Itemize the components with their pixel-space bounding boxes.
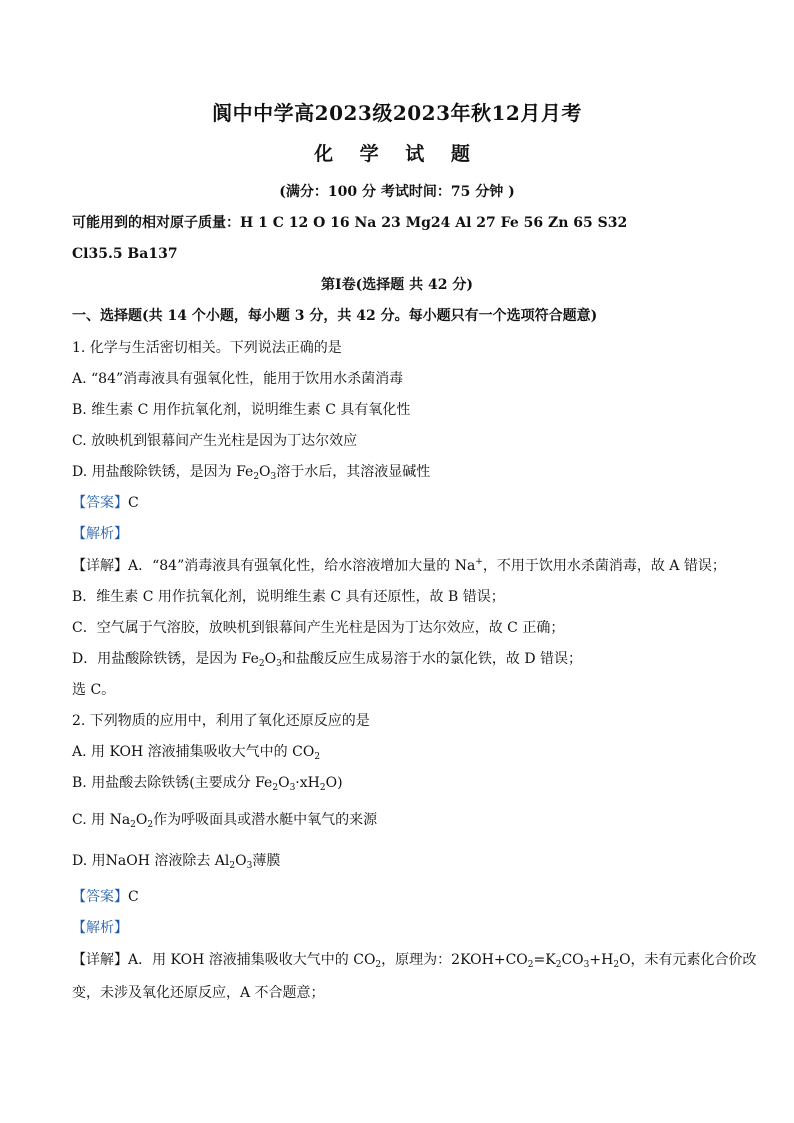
answer-tag: 【答案】 [72,495,128,511]
subscript: 3 [276,659,282,669]
q1-option-d-text: D. 用盐酸除铁锈，是因为 Fe [72,464,254,480]
option-text-tail: O) [325,775,343,791]
q1-explanation-c: C．空气属于气溶胶，放映机到银幕间产生光柱是因为丁达尔效应，故 C 正确； [72,620,565,636]
option-text: B. 用盐酸去除铁锈(主要成分 Fe [72,775,273,791]
q2-answer [72,887,139,907]
q2-analysis-tag: 【解析】 [72,920,128,936]
subscript: 2 [253,472,260,482]
formula-part: O [259,464,271,480]
formula-part: O [278,775,290,791]
option-text-tail: 作为呼吸面具或潜水艇中氧气的来源 [153,812,378,828]
answer-value: C [128,495,139,511]
formula-part: O [264,651,277,667]
exp-text: D．用盐酸除铁锈，是因为 Fe [72,651,259,667]
detail-tag: 【详解】 [72,558,128,574]
formula-part: O [135,812,148,828]
answer-tag: 【答案】 [72,889,128,905]
q2-explanation-a [72,950,757,970]
option-text: A. 用 KOH 溶液捕集吸收大气中的 CO [72,744,315,760]
subscript: 2 [613,960,620,970]
exam-title: 阆中中学高2023级2023年秋12月月考 [212,101,582,125]
answer-value: C [128,889,139,905]
section-heading: 第Ⅰ卷(选择题 共 42 分) [321,277,473,293]
q1-option-d [72,462,430,482]
exp-text-tail: 和盐酸反应生成易溶于水的氯化铁，故 D 错误； [281,651,582,667]
q1-explanation-a [72,556,726,576]
exp-text-tail: ，不用于饮用水杀菌消毒，故 A 错误； [482,558,726,574]
q1-answer [72,493,139,513]
q1-explanation-b: B．维生素 C 用作抗氧化剂，说明维生素 C 具有还原性，故 B 错误； [72,589,505,605]
superscript: + [475,557,483,567]
subscript: 2 [147,820,154,830]
subscript: 3 [246,861,253,871]
exp-text: =K [533,952,556,968]
q1-option-a: A. “84”消毒液具有强氧化性，能用于饮用水杀菌消毒 [72,371,404,387]
exp-text: +H [589,952,614,968]
detail-tag: 【详解】 [72,952,128,968]
exp-text: A．用 KOH 溶液捕集吸收大气中的 CO [128,952,376,968]
q1-conclusion: 选 C。 [72,682,116,698]
q2-option-a [72,742,320,762]
q1-option-d-tail: 溶于水后，其溶液显碱性 [276,464,431,480]
atomic-mass-line-2: Cl35.5 Ba137 [72,246,178,262]
option-text-tail: 薄膜 [252,853,281,869]
option-text: C. 用 Na [72,812,131,828]
q2-option-c [72,810,377,830]
exam-subject: 化 学 试 题 [314,143,480,165]
section-instructions: 一、选择题(共 14 个小题，每小题 3 分，共 42 分。每小题只有一个选项符合题意) [72,308,598,324]
subscript: 2 [555,960,562,970]
atomic-mass-line-1: 可能用到的相对原子质量：H 1 C 12 O 16 Na 23 Mg24 Al 27 Fe 56 Zn 65 S32 [72,215,628,231]
subscript: 2 [229,861,236,871]
subscript: 2 [375,960,382,970]
q2-option-d [72,851,280,871]
q2-explanation-a-cont: 变，未涉及氧化还原反应，A 不合题意； [72,985,325,1001]
q1-stem: 1. 化学与生活密切相关。下列说法正确的是 [72,340,342,356]
subscript: 3 [270,472,277,482]
subscript: 2 [272,783,279,793]
exp-text: CO [561,952,584,968]
subscript: 2 [258,659,265,669]
exp-text-tail: O，未有元素化合价改 [619,952,757,968]
option-text: D. 用NaOH 溶液除去 Al [72,853,230,869]
q2-option-b [72,773,343,793]
formula-part: ·xH [295,775,320,791]
subscript: 3 [583,960,590,970]
q1-analysis-tag: 【解析】 [72,526,128,542]
exp-text: A．“84”消毒液具有强氧化性，给水溶液增加大量的 Na [128,558,476,574]
subscript: 3 [289,783,296,793]
subscript: 2 [314,752,321,762]
q1-option-b: B. 维生素 C 用作抗氧化剂，说明维生素 C 具有氧化性 [72,402,411,418]
q2-stem: 2. 下列物质的应用中，利用了氧化还原反应的是 [72,713,370,729]
q1-explanation-d [72,649,582,669]
formula-part: O [235,853,247,869]
q1-option-c: C. 放映机到银幕间产生光柱是因为丁达尔效应 [72,433,358,449]
exp-text: ，原理为：2KOH+CO [381,952,528,968]
exam-meta: (满分：100 分 考试时间：75 分钟 ) [279,184,515,200]
subscript: 2 [130,820,136,830]
subscript: 2 [319,783,326,793]
subscript: 2 [527,960,534,970]
